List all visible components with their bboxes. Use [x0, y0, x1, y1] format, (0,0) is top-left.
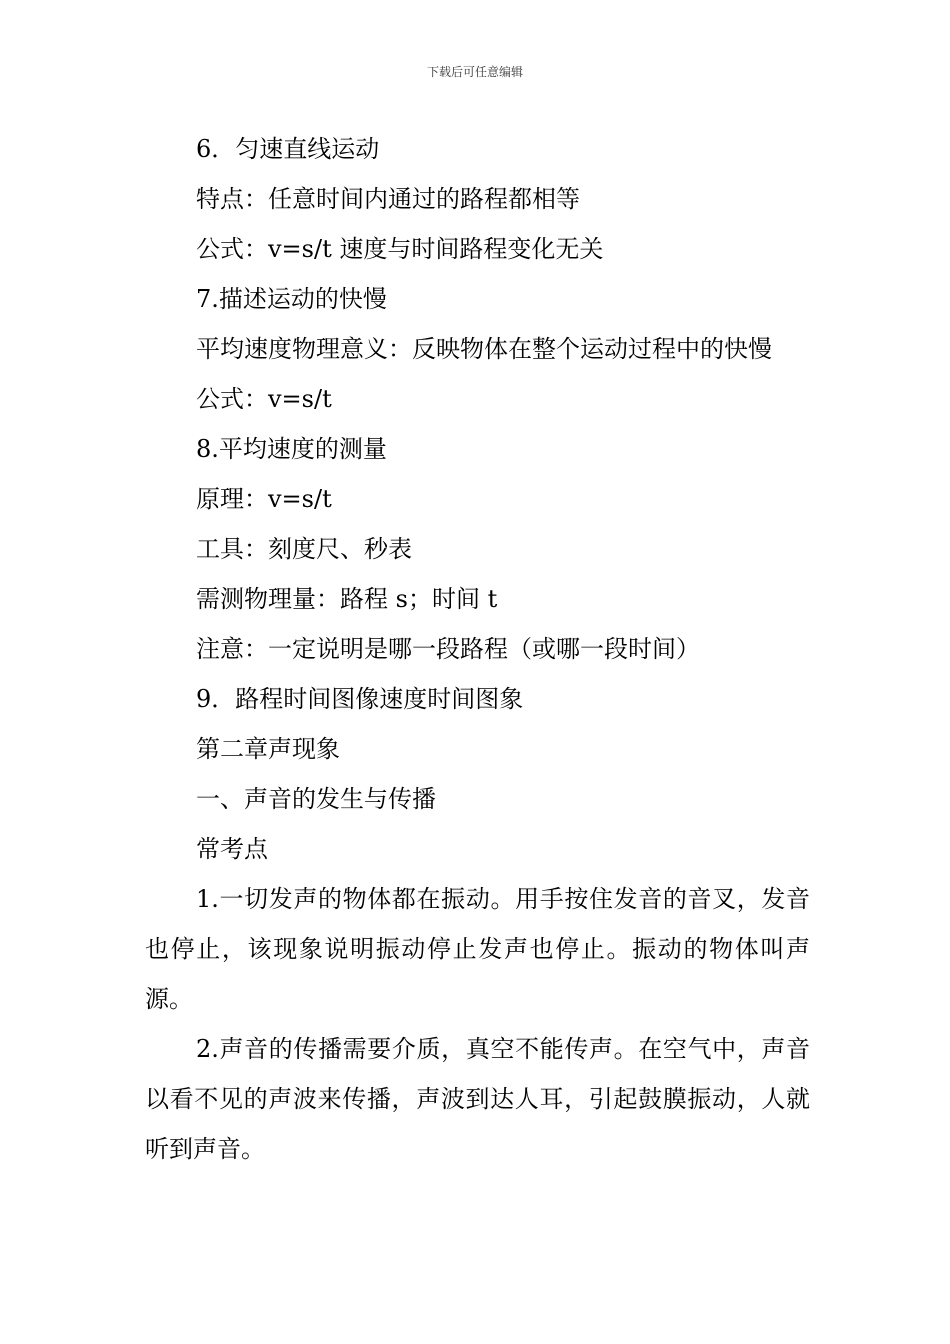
section-heading-graphs: 9．路程时间图像速度时间图象 [196, 685, 524, 713]
text-line: 工具：刻度尺、秒表 [196, 535, 412, 563]
section-heading-describe-speed: 7.描述运动的快慢 [196, 285, 387, 313]
page-header-note: 下载后可任意编辑 [426, 65, 523, 79]
paragraph-point-2: 2.声音的传播需要介质，真空不能传声。在空气中，声音以看不见的声波来传播，声波到达人耳，引起鼓膜振动，人就听到声音。 [145, 1035, 810, 1163]
subheading-key-points: 常考点 [196, 835, 268, 863]
chapter-heading: 第二章声现象 [196, 735, 340, 763]
section-heading-measure-average-speed: 8.平均速度的测量 [196, 435, 387, 463]
text-line: 注意：一定说明是哪一段路程（或哪一段时间） [196, 635, 700, 663]
document-body [145, 124, 810, 1174]
text-line: 公式：v=s/t [196, 385, 332, 413]
text-line: 公式：v=s/t 速度与时间路程变化无关 [196, 235, 604, 263]
section-heading-uniform-motion: 6．匀速直线运动 [196, 135, 380, 163]
text-line: 特点：任意时间内通过的路程都相等 [196, 185, 580, 213]
text-line: 需测物理量：路程 s；时间 t [196, 585, 498, 613]
paragraph-point-1: 1.一切发声的物体都在振动。用手按住发音的音叉，发音也停止，该现象说明振动停止发声也停止。振动的物体叫声源。 [145, 885, 810, 1013]
paragraph-average-speed-meaning: 平均速度物理意义：反映物体在整个运动过程中的快慢 [196, 335, 772, 363]
text-line: 原理：v=s/t [196, 485, 332, 513]
section-heading-sound-production: 一、声音的发生与传播 [196, 785, 436, 813]
